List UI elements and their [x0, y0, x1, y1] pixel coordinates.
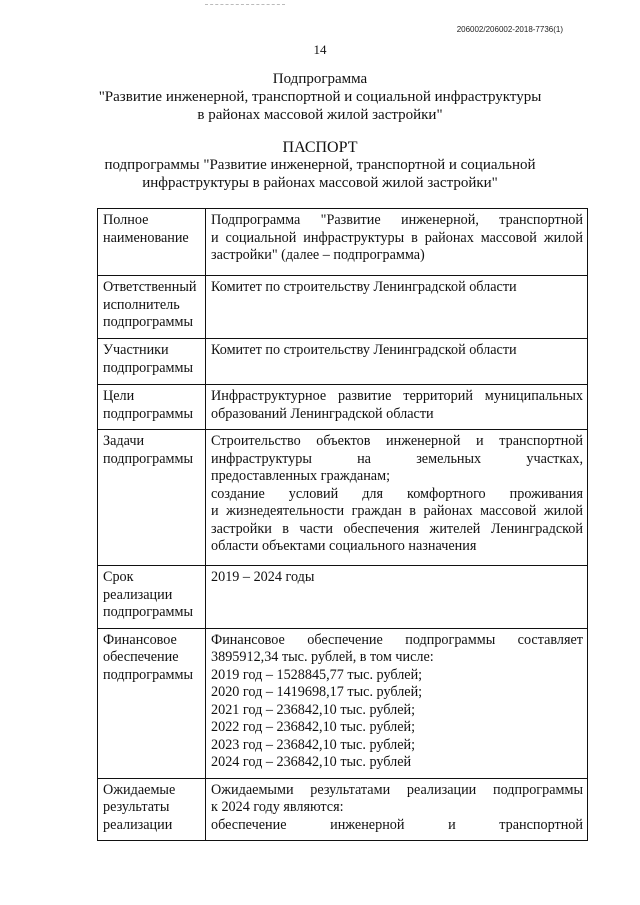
label-line: подпрограммы [103, 359, 193, 376]
content-line: 3895912,34 тыс. рублей, в том числе: [211, 649, 434, 665]
passport-row [98, 276, 588, 339]
label-line: исполнитель [103, 296, 180, 313]
passport-row-label [98, 628, 206, 778]
label-line: результаты [103, 799, 170, 815]
label-line: Задачи [103, 433, 145, 449]
label-line: Участники [103, 342, 169, 358]
scan-artifact [205, 4, 285, 6]
content-line: инфраструктуры на земельных участках, [211, 450, 583, 467]
content-line: Комитет по строительству Ленинградской области [211, 342, 517, 358]
passport-row-content [206, 628, 588, 778]
passport-row-label [98, 339, 206, 385]
content-line: Комитет по строительству Ленинградской области [211, 279, 517, 295]
content-line: к 2024 году являются: [211, 799, 344, 815]
content-line: создание условий для комфортного проживания [211, 485, 583, 502]
content-line: Подпрограмма "Развитие инженерной, транспортной [211, 212, 583, 228]
passport-row-content [206, 566, 588, 629]
passport-row-content [206, 276, 588, 339]
title-line-3: в районах массовой жилой застройки" [197, 107, 443, 123]
content-line: обеспечение инженерной и транспортной [211, 816, 583, 833]
passport-row-label [98, 778, 206, 841]
label-line: наименование [103, 229, 189, 246]
passport-row [98, 566, 588, 629]
passport-row [98, 628, 588, 778]
content-line: 2019 – 2024 годы [211, 569, 315, 585]
content-line: Строительство объектов инженерной и транспортной [211, 433, 583, 449]
passport-row-content [206, 778, 588, 841]
content-line: и социальной инфраструктуры в районах массовой жилой [211, 229, 583, 246]
content-line: образований Ленинградской области [211, 405, 434, 422]
passport-row-label [98, 430, 206, 566]
label-line: Ожидаемые [103, 781, 176, 798]
passport-row-content [206, 209, 588, 276]
content-line: 2024 год – 236842,10 тыс. рублей [211, 754, 412, 770]
content-line: Ожидаемыми результатами реализации подпрограммы [211, 781, 583, 798]
passport-row-content [206, 385, 588, 430]
content-line: и жизнедеятельности граждан в районах массовой жилой [211, 503, 583, 519]
label-line: подпрограммы [103, 450, 193, 467]
content-line: застройки в части обеспечения жителей Ленинградской [211, 520, 583, 537]
content-line: 2023 год – 236842,10 тыс. рублей; [211, 736, 416, 753]
label-line: подпрограммы [103, 604, 193, 620]
label-line: подпрограммы [103, 405, 193, 422]
passport-subtitle-line-2: инфраструктуры в районах массовой жилой застройки" [142, 175, 498, 191]
page-number: 14 [313, 42, 327, 57]
passport-row-content [206, 430, 588, 566]
passport-subtitle [0, 156, 640, 192]
title-line-2: "Развитие инженерной, транспортной и социальной инфраструктуры [98, 89, 542, 105]
content-line: застройки" (далее – подпрограмма) [211, 247, 425, 263]
passport-heading: ПАСПОРТ [282, 139, 358, 156]
passport-row-label [98, 385, 206, 430]
passport-row-label [98, 276, 206, 339]
content-line: 2019 год – 1528845,77 тыс. рублей; [211, 666, 423, 683]
content-line: Инфраструктурное развитие территорий муниципальных [211, 388, 583, 404]
content-line: 2021 год – 236842,10 тыс. рублей; [211, 701, 416, 718]
label-line: Ответственный [103, 279, 197, 295]
passport-table [97, 208, 588, 841]
label-line: подпрограммы [103, 314, 193, 330]
label-line: Срок [103, 569, 134, 585]
content-line: области объектами социального назначения [211, 538, 477, 554]
label-line: реализации [103, 816, 173, 833]
label-line: Финансовое [103, 631, 177, 648]
label-line: обеспечение [103, 649, 179, 665]
passport-row-label [98, 566, 206, 629]
title-line-1: Подпрограмма [272, 71, 368, 87]
subprogram-title [0, 70, 640, 124]
label-line: реализации [103, 586, 173, 603]
label-line: Цели [103, 388, 135, 404]
passport-row [98, 430, 588, 566]
document-id: 206002/206002-2018-7736(1) [456, 25, 563, 34]
passport-row [98, 778, 588, 841]
content-line: Финансовое обеспечение подпрограммы составляет [211, 631, 583, 648]
passport-row [98, 339, 588, 385]
content-line: 2022 год – 236842,10 тыс. рублей; [211, 719, 416, 735]
passport-subtitle-line-1: подпрограммы "Развитие инженерной, транспортной и социальной [104, 157, 536, 173]
label-line: подпрограммы [103, 666, 193, 683]
passport-row-label [98, 209, 206, 276]
content-line: 2020 год – 1419698,17 тыс. рублей; [211, 684, 423, 700]
passport-row [98, 385, 588, 430]
passport-row [98, 209, 588, 276]
content-line: предоставленных гражданам; [211, 468, 391, 484]
label-line: Полное [103, 212, 149, 228]
passport-row-content [206, 339, 588, 385]
